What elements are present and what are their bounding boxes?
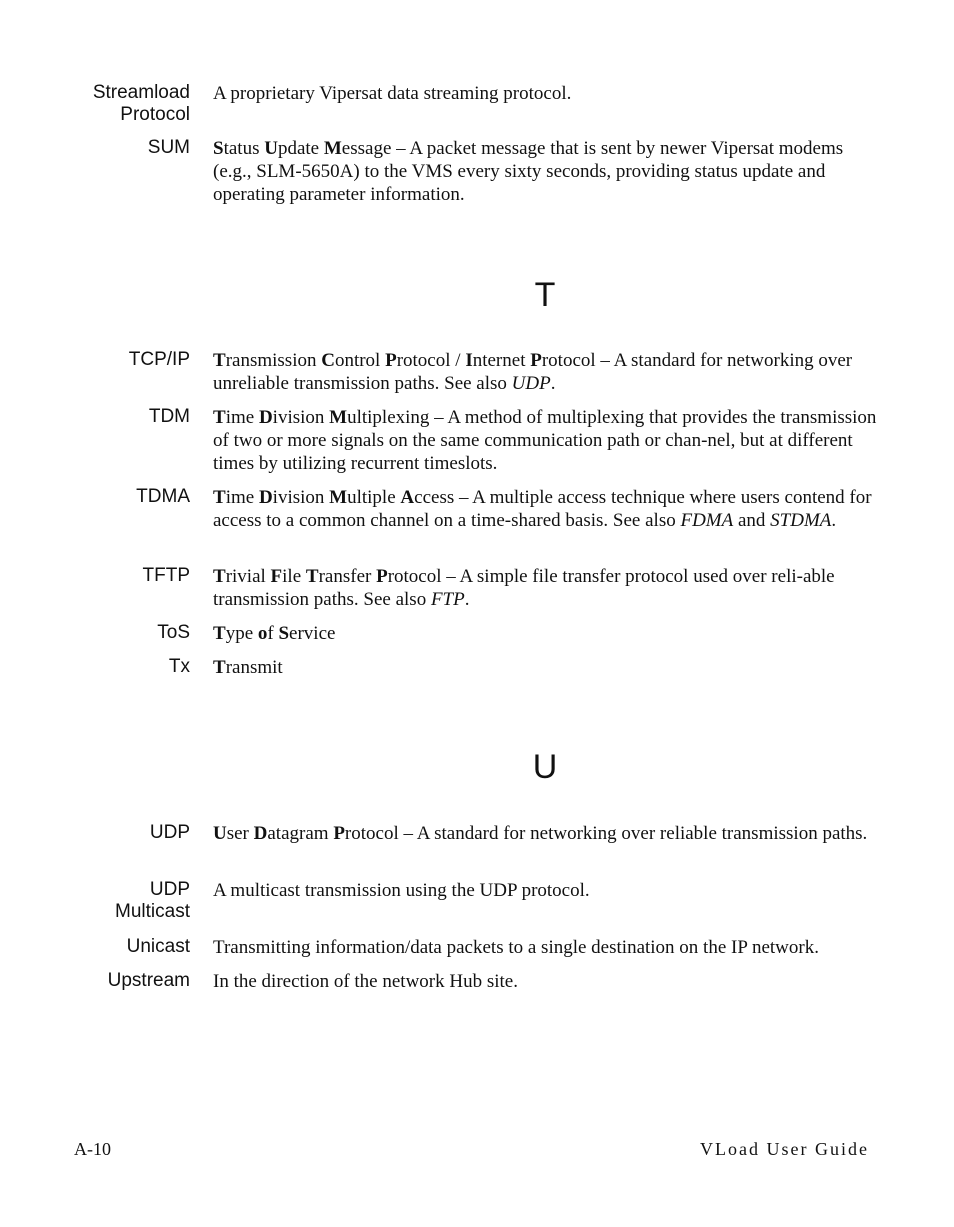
- definition-text: T: [213, 657, 226, 678]
- glossary-definition: [213, 486, 885, 532]
- definition-text: ervice: [289, 623, 336, 644]
- glossary-term: ToS: [157, 622, 190, 643]
- glossary-definition: [213, 565, 885, 611]
- definition-text: STDMA: [770, 510, 832, 531]
- definition-text: D: [258, 487, 273, 508]
- definition-text: C: [321, 350, 335, 371]
- definition-text: D: [253, 823, 268, 844]
- definition-text: ransmission: [225, 350, 322, 371]
- glossary-term: TCP/IP: [128, 349, 190, 370]
- definition-text: tatus: [223, 138, 265, 159]
- definition-text: .: [831, 510, 837, 531]
- definition-text: ontrol: [334, 350, 386, 371]
- definition-text: .: [550, 373, 556, 394]
- glossary-definition: [213, 822, 885, 845]
- definition-text: ivision: [272, 407, 330, 428]
- section-letter-u: U: [532, 748, 558, 786]
- definition-text: ultiple: [347, 487, 401, 508]
- glossary-term: TFTP: [142, 565, 190, 586]
- definition-text: pdate: [277, 138, 324, 159]
- definition-text: P: [376, 566, 388, 587]
- definition-text: .: [464, 589, 470, 610]
- definition-text: ultiplexing – A method of multiplexing that provides the transmission of two or more signals on the same communication path or chan-nel, but at different times by utilizing recurrent timeslots.: [213, 407, 877, 474]
- definition-text: ile: [282, 566, 306, 587]
- definition-text: A proprietary Vipersat data streaming protocol.: [213, 83, 572, 104]
- definition-text: FTP: [430, 589, 465, 610]
- definition-text: ime: [225, 487, 259, 508]
- definition-text: A multicast transmission using the UDP protocol.: [213, 880, 590, 901]
- glossary-term: UDP Multicast: [115, 879, 190, 922]
- glossary-definition: [213, 970, 885, 993]
- glossary-term: Tx: [168, 656, 190, 677]
- definition-text: rotocol – A standard for networking over unreliable transmission paths. See also: [213, 350, 853, 394]
- page-number: A-10: [74, 1139, 111, 1159]
- definition-text: rivial: [225, 566, 271, 587]
- definition-text: U: [264, 138, 278, 159]
- definition-text: M: [323, 138, 342, 159]
- definition-text: D: [258, 407, 273, 428]
- definition-text: P: [530, 350, 542, 371]
- definition-text: ivision: [272, 487, 330, 508]
- definition-text: M: [329, 487, 348, 508]
- glossary-definition: [213, 622, 885, 645]
- glossary-definition: [213, 879, 885, 902]
- glossary-definition: [213, 936, 885, 959]
- definition-text: FDMA: [680, 510, 734, 531]
- definition-text: S: [278, 623, 290, 644]
- definition-text: ransfer: [318, 566, 377, 587]
- document-title: VLoad User Guide: [700, 1139, 869, 1159]
- definition-text: T: [213, 487, 226, 508]
- definition-text: ime: [225, 407, 259, 428]
- definition-text: S: [213, 138, 224, 159]
- definition-text: Transmitting information/data packets to a single destination on the IP network.: [213, 937, 819, 958]
- glossary-term: SUM: [147, 137, 190, 158]
- definition-text: P: [333, 823, 345, 844]
- definition-text: T: [213, 623, 226, 644]
- definition-text: T: [305, 566, 319, 587]
- glossary-definition: [213, 349, 885, 395]
- definition-text: M: [329, 407, 348, 428]
- glossary-term: UDP: [149, 822, 190, 843]
- definition-text: A: [400, 487, 415, 508]
- glossary-term: TDMA: [136, 486, 190, 507]
- glossary-term: Streamload Protocol: [92, 82, 190, 125]
- definition-text: T: [213, 407, 226, 428]
- glossary-term: TDM: [148, 406, 190, 427]
- definition-text: T: [213, 566, 226, 587]
- definition-text: rotocol /: [396, 350, 466, 371]
- glossary-definition: [213, 82, 885, 105]
- definition-text: nternet: [472, 350, 531, 371]
- glossary-definition: [213, 137, 885, 206]
- definition-text: ransmit: [225, 657, 283, 678]
- definition-text: P: [385, 350, 397, 371]
- definition-text: and: [733, 510, 771, 531]
- definition-text: o: [257, 623, 268, 644]
- glossary-definition: [213, 656, 885, 679]
- glossary-term: Unicast: [126, 936, 190, 957]
- definition-text: F: [270, 566, 283, 587]
- definition-text: ser: [226, 823, 254, 844]
- definition-text: rotocol – A simple file transfer protocol used over reli-able transmission paths. See also: [213, 566, 835, 610]
- definition-text: essage – A packet message that is sent by newer Vipersat modems (e.g., SLM-5650A) to the VMS every sixty seconds, providing status update and operating parameter information.: [213, 138, 844, 205]
- definition-text: atagram: [267, 823, 334, 844]
- definition-text: f: [267, 623, 279, 644]
- definition-text: ype: [225, 623, 258, 644]
- definition-text: U: [213, 823, 227, 844]
- definition-text: In the direction of the network Hub site.: [213, 971, 518, 992]
- definition-text: rotocol – A standard for networking over reliable transmission paths.: [344, 823, 868, 844]
- definition-text: ccess – A multiple access technique where users contend for access to a common channel on a time-shared basis. See also: [213, 487, 872, 531]
- glossary-term: Upstream: [107, 970, 190, 991]
- glossary-definition: [213, 406, 885, 475]
- definition-text: UDP: [511, 373, 551, 394]
- section-letter-t: T: [534, 276, 556, 314]
- definition-text: T: [213, 350, 226, 371]
- definition-text: I: [465, 350, 473, 371]
